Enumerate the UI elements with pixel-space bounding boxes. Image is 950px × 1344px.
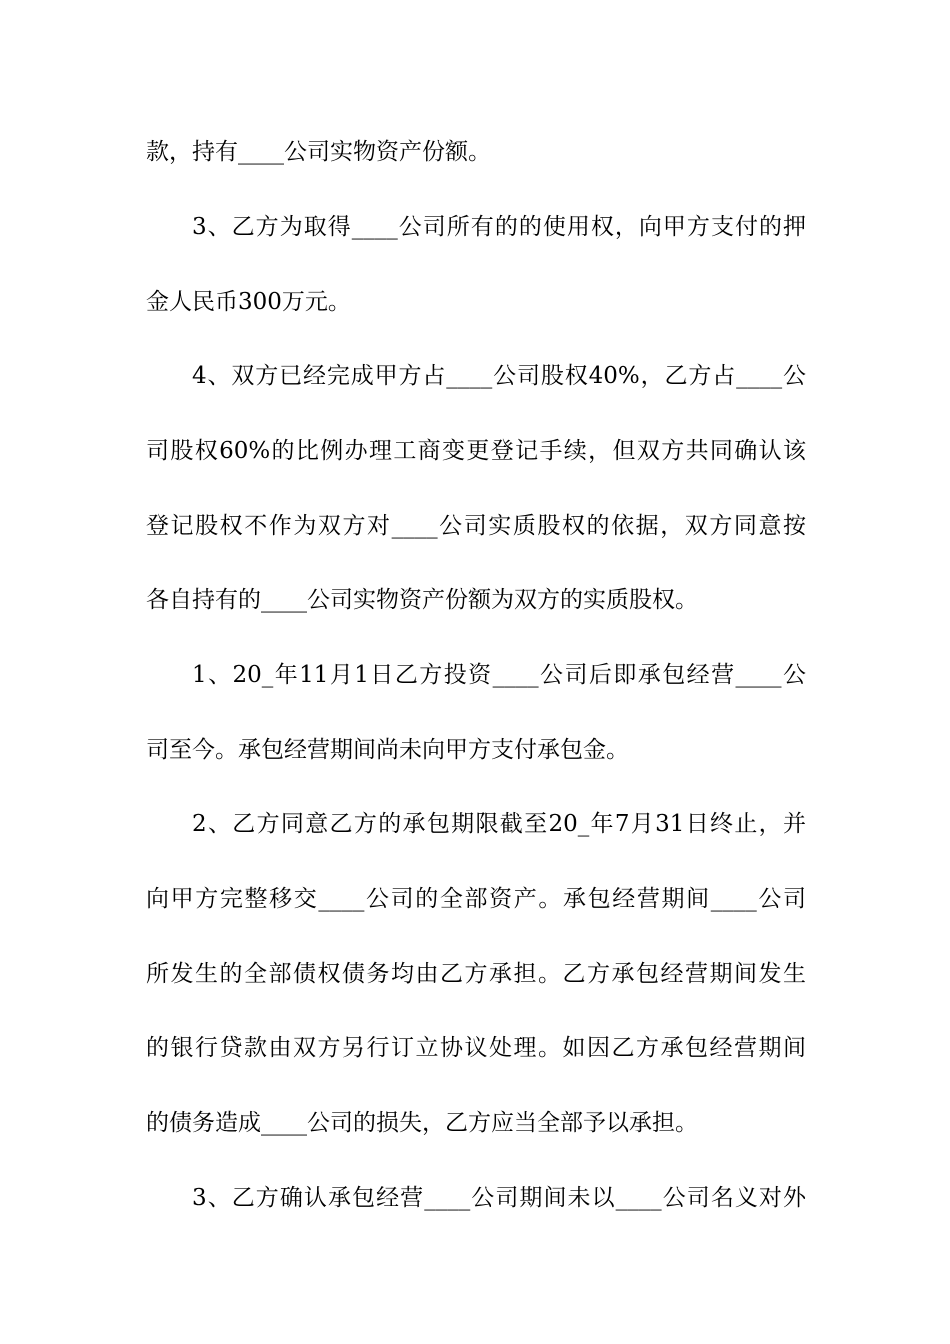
paragraph-line: 1、20_年11月1日乙方投资____公司后即承包经营____公	[192, 662, 806, 688]
text-line: 登记股权不作为双方对____公司实质股权的依据，双方同意按	[146, 513, 806, 539]
paragraph-line: 3、乙方确认承包经营____公司期间未以____公司名义对外	[192, 1185, 806, 1211]
text-line: 款，持有____公司实物资产份额。	[146, 139, 491, 165]
text-line: 司至今。承包经营期间尚未向甲方支付承包金。	[146, 737, 629, 763]
text-line: 的银行贷款由双方另行订立协议处理。如因乙方承包经营期间	[146, 1035, 806, 1061]
text-line: 金人民币300万元。	[146, 289, 351, 315]
text-line: 各自持有的____公司实物资产份额为双方的实质股权。	[146, 587, 698, 613]
text-line: 的债务造成____公司的损失，乙方应当全部予以承担。	[146, 1110, 698, 1136]
paragraph-line: 4、双方已经完成甲方占____公司股权40%，乙方占____公	[192, 363, 806, 389]
text-line: 所发生的全部债权债务均由乙方承担。乙方承包经营期间发生	[146, 961, 806, 987]
text-line: 向甲方完整移交____公司的全部资产。承包经营期间____公司	[146, 886, 806, 912]
text-line: 司股权60%的比例办理工商变更登记手续，但双方共同确认该	[146, 438, 806, 464]
paragraph-line: 2、乙方同意乙方的承包期限截至20_年7月31日终止，并	[192, 811, 806, 837]
paragraph-line: 3、乙方为取得____公司所有的的使用权，向甲方支付的押	[192, 214, 806, 240]
